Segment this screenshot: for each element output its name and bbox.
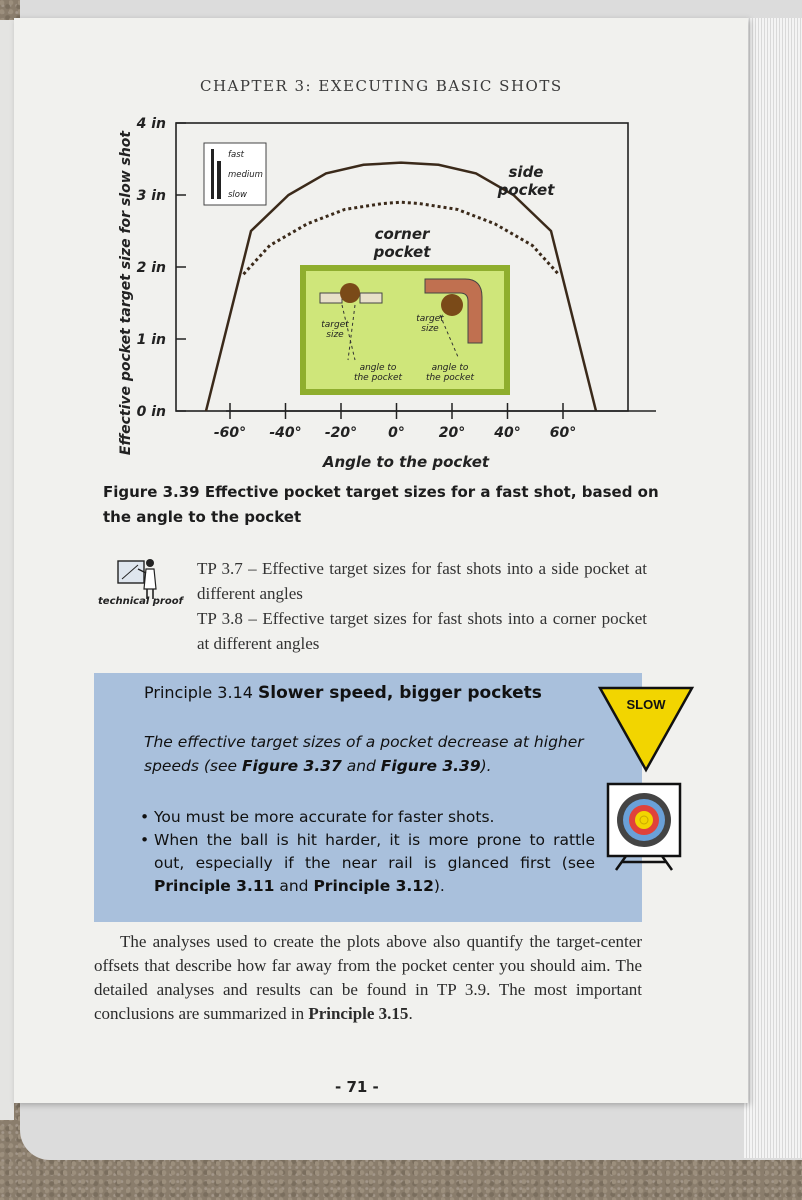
principle-title	[144, 683, 542, 703]
principle-bullets	[140, 806, 595, 898]
principle-text: The effective target sizes of a pocket decrease at higher speeds (see	[144, 733, 584, 775]
principle-box	[94, 673, 642, 922]
rail-left	[320, 293, 342, 303]
chart-svg	[110, 115, 670, 475]
principle-ref: Principle 3.15	[308, 1004, 409, 1023]
bullet-text: You must be more accurate for faster shots.	[154, 808, 495, 826]
x-tick-label: -60°	[213, 425, 247, 441]
principle-ref: Principle 3.11	[154, 877, 275, 895]
principle-text: and	[341, 757, 381, 775]
legend-bar-slow	[217, 161, 221, 199]
page-number: - 71 -	[335, 1078, 379, 1096]
pocket-size-chart	[110, 115, 670, 475]
y-axis-label: Effective pocket target size for slow shot	[118, 130, 134, 456]
bullet-text: and	[274, 877, 314, 895]
principle-ref: Principle 3.12	[313, 877, 434, 895]
legend-item-medium: medium	[228, 170, 263, 180]
bullet-text: When the ball is hit harder, it is more prone to rattle out, especially if the near rail is glanced first (see	[154, 831, 595, 872]
pocket-ball-right	[441, 294, 463, 316]
x-tick-label: -20°	[324, 425, 358, 441]
inset-label-target-right: size	[421, 324, 439, 334]
principle-text: ).	[480, 757, 492, 775]
side-pocket-annotation: pocket	[497, 181, 555, 199]
inset-label-angle-right: the pocket	[425, 373, 475, 383]
figure-ref: Figure 3.37	[241, 757, 342, 775]
inset-label-angle-left: angle to	[359, 363, 397, 373]
body-text: The analyses used to create the plots above also quantify the target-center offsets that describe how far away from the pocket center you should aim. The detailed analyses and results can be found in TP 3.9. The most important conclusions are summarized in	[94, 932, 642, 1023]
side-pocket-annotation: side	[508, 163, 544, 181]
slow-sign-text: SLOW	[626, 697, 666, 712]
x-tick-label: -40°	[269, 425, 302, 441]
y-tick-label: 2 in	[136, 260, 166, 276]
slow-sign-icon	[596, 684, 696, 774]
page-edges	[744, 18, 802, 1158]
pocket-ball-left	[340, 283, 360, 303]
x-tick-label: 20°	[438, 425, 466, 441]
bullet-item	[140, 806, 595, 829]
inset-label-angle-left: the pocket	[353, 373, 403, 383]
x-tick-label: 40°	[494, 425, 521, 441]
figure-ref: Figure 3.39	[380, 757, 481, 775]
body-text: .	[408, 1004, 413, 1023]
running-head: CHAPTER 3: EXECUTING BASIC SHOTS	[200, 77, 563, 95]
x-axis-label: Angle to the pocket	[322, 453, 490, 471]
legend-item-fast: fast	[228, 150, 244, 160]
left-page-edge	[0, 20, 14, 1120]
y-tick-label: 4 in	[136, 116, 166, 132]
figure-caption: Figure 3.39 Effective pocket target sizes for a fast shot, based on the angle to the pocket	[103, 483, 659, 526]
technical-proof-label: technical proof	[98, 596, 183, 607]
tp-list	[197, 556, 647, 656]
bullet-item	[140, 829, 595, 898]
rail-right	[360, 293, 382, 303]
y-tick-label: 0 in	[136, 404, 166, 420]
tp-item: TP 3.7 – Effective target sizes for fast shots into a side pocket at different angles	[197, 559, 647, 603]
bullet-text: ).	[433, 877, 445, 895]
inset-label-target-left: size	[326, 330, 344, 340]
legend-item-slow: slow	[228, 190, 247, 200]
y-tick-label: 1 in	[136, 332, 166, 348]
x-tick-label: 60°	[549, 425, 577, 441]
principle-statement	[144, 730, 594, 778]
legend-bar-fast	[211, 149, 214, 199]
inset-label-target-left: target	[321, 320, 349, 330]
principle-number: Principle 3.14	[144, 683, 259, 702]
inset-label-angle-right: angle to	[431, 363, 469, 373]
target-board-icon	[604, 782, 684, 872]
inset-label-target-right: target	[416, 314, 444, 324]
y-tick-label: 3 in	[136, 188, 166, 204]
principle-name: Slower speed, bigger pockets	[258, 683, 542, 703]
body-paragraph	[94, 930, 642, 1026]
corner-pocket-annotation: corner	[374, 225, 430, 243]
tp-item: TP 3.8 – Effective target sizes for fast shots into a corner pocket at different angles	[197, 609, 647, 653]
x-tick-label: 0°	[388, 425, 405, 441]
corner-pocket-annotation: pocket	[373, 243, 431, 261]
